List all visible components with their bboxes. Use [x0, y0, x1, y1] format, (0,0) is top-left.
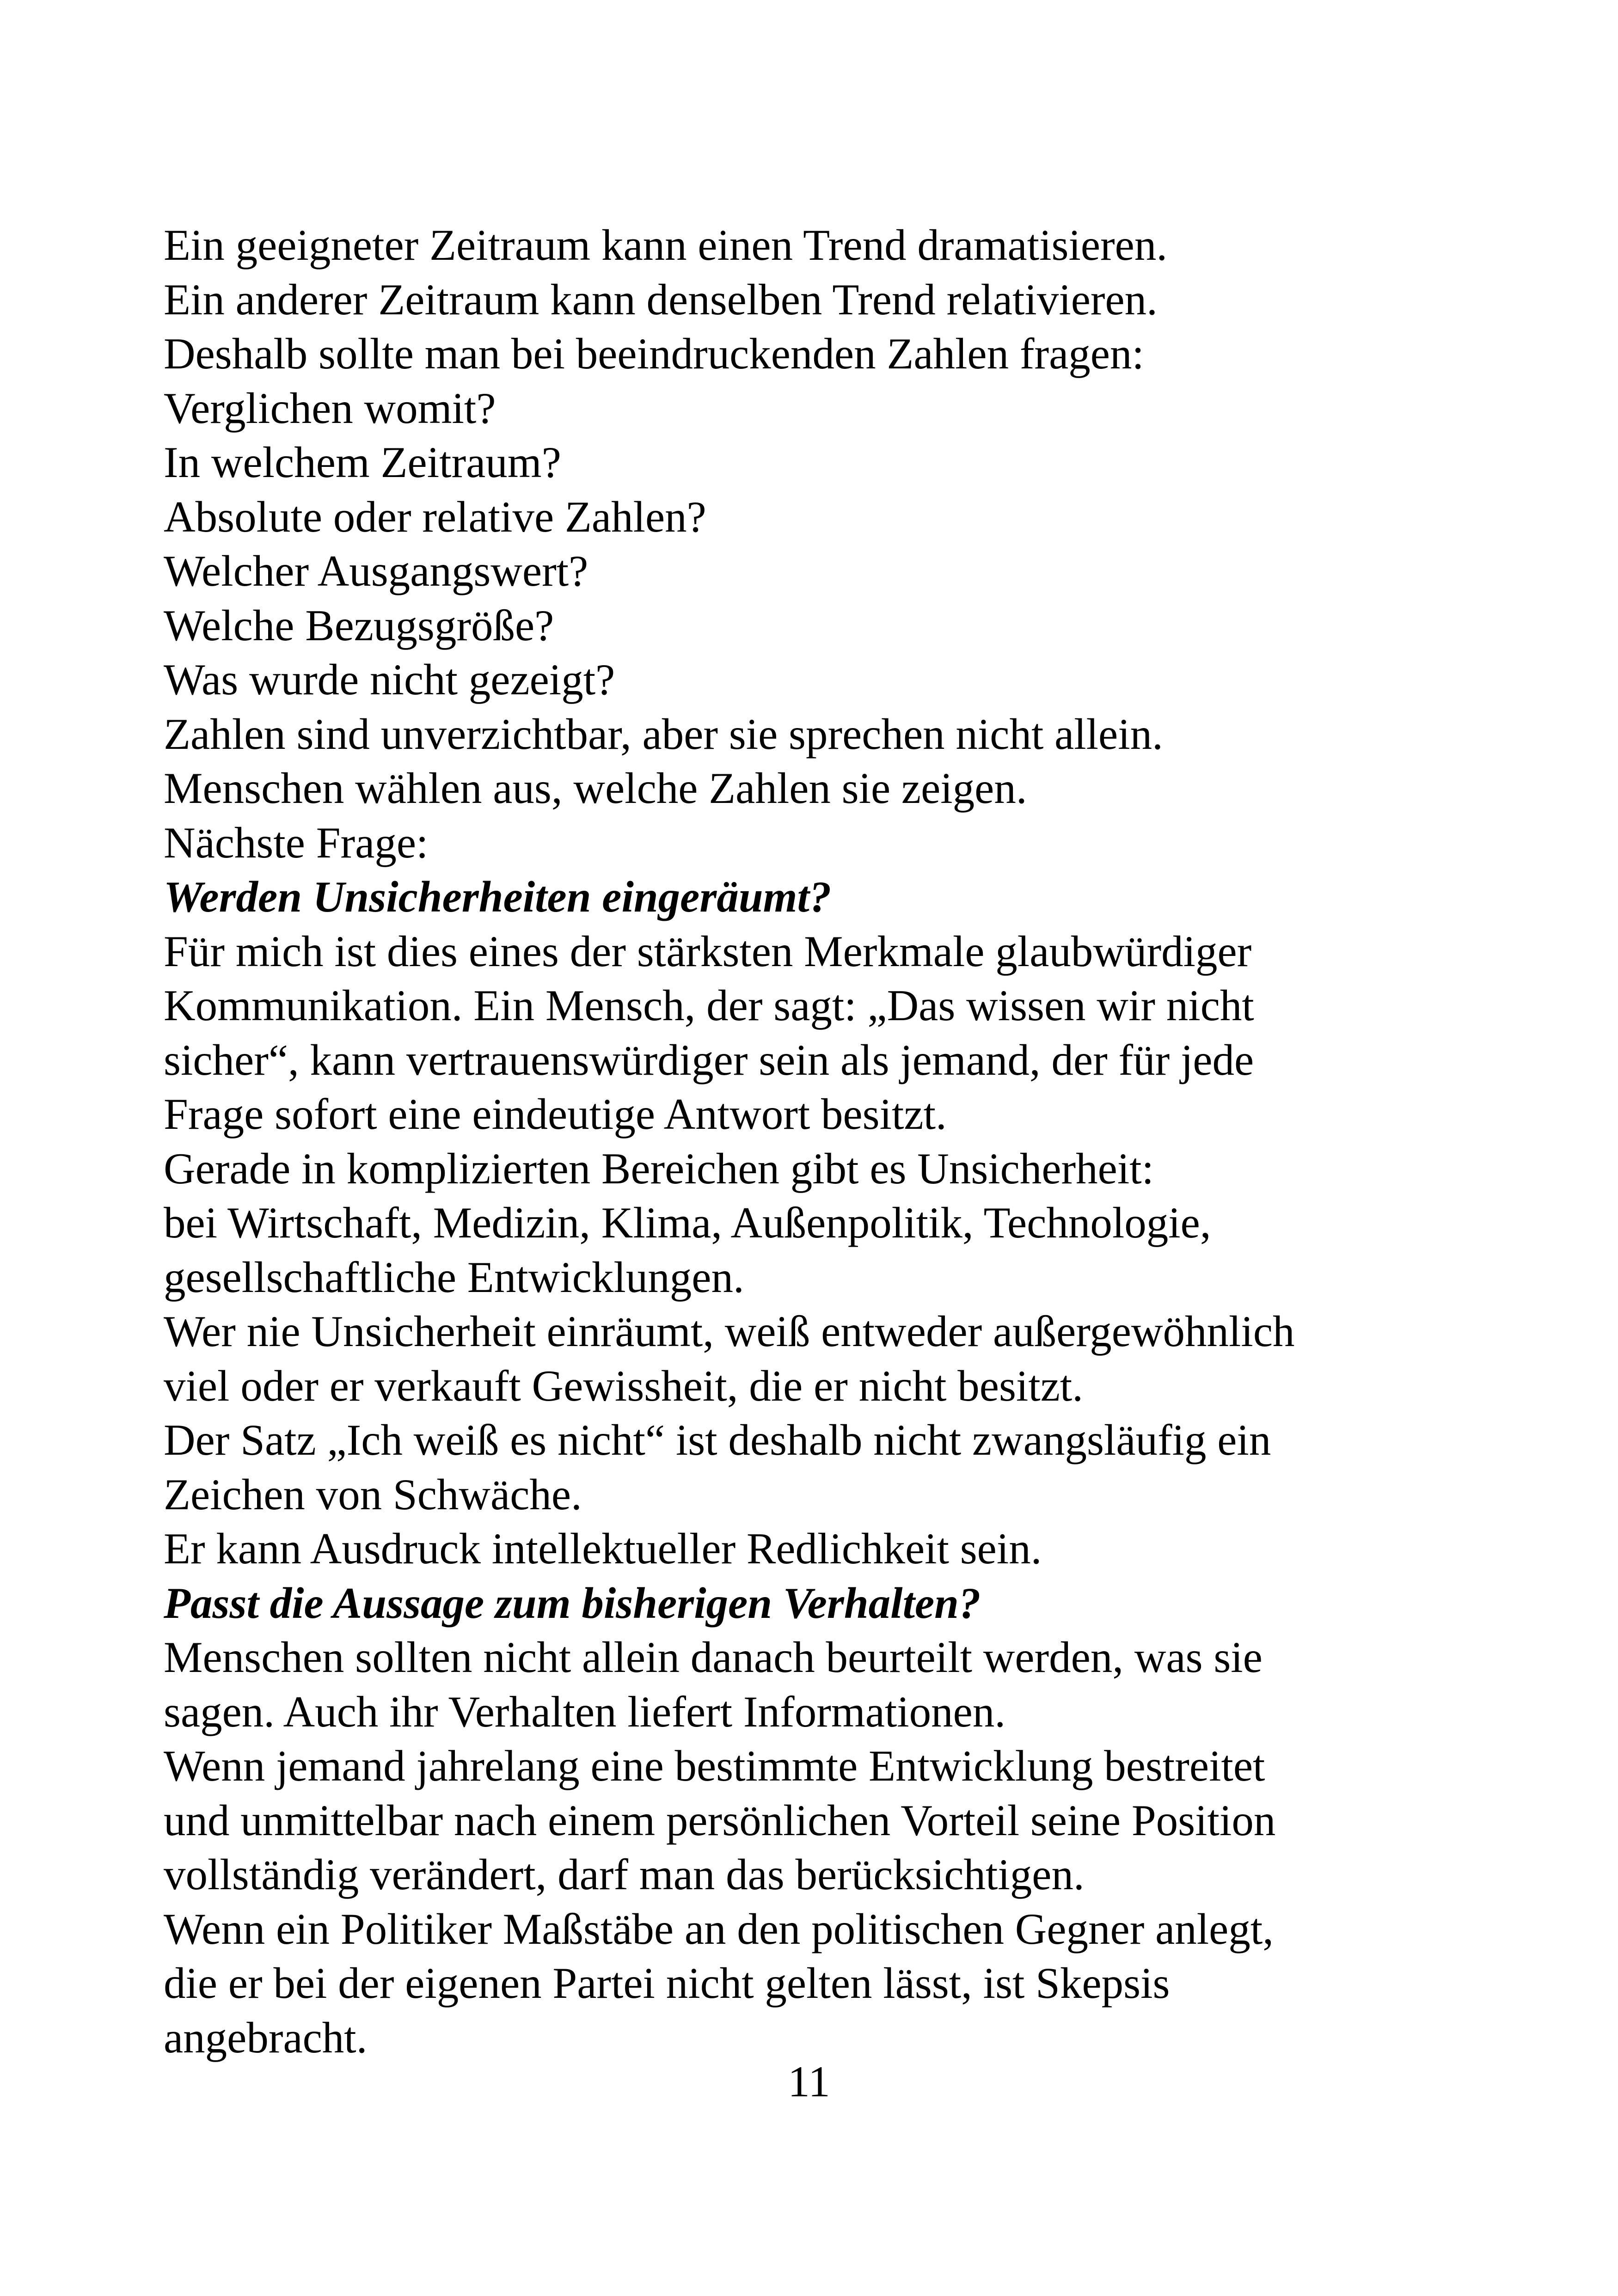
section-heading: Passt die Aussage zum bisherigen Verhalten?	[164, 1578, 981, 1628]
text-line: Für mich ist dies eines der stärksten Merkmale glaubwürdiger	[164, 926, 1252, 976]
text-line: Menschen wählen aus, welche Zahlen sie zeigen.	[164, 764, 1027, 813]
text-line: Wenn ein Politiker Maßstäbe an den politischen Gegner anlegt,	[164, 1904, 1274, 1953]
text-line: Wenn jemand jahrelang eine bestimmte Entwicklung bestreitet	[164, 1741, 1265, 1790]
text-line: Wer nie Unsicherheit einräumt, weiß entweder außergewöhnlich	[164, 1307, 1295, 1356]
text-line: sicher“, kann vertrauenswürdiger sein als jemand, der für jede	[164, 1035, 1254, 1084]
text-line: Er kann Ausdruck intellektueller Redlichkeit sein.	[164, 1524, 1042, 1573]
text-line: Was wurde nicht gezeigt?	[164, 655, 615, 704]
text-line: die er bei der eigenen Partei nicht gelten lässt, ist Skepsis	[164, 1959, 1170, 2008]
section-heading: Werden Unsicherheiten eingeräumt?	[164, 872, 832, 921]
text-line: Menschen sollten nicht allein danach beurteilt werden, was sie	[164, 1633, 1263, 1682]
text-line: Welche Bezugsgröße?	[164, 600, 554, 650]
text-line: Verglichen womit?	[164, 383, 496, 433]
text-line: Deshalb sollte man bei beeindruckenden Zahlen fragen:	[164, 329, 1144, 378]
text-line: Ein geeigneter Zeitraum kann einen Trend dramatisieren.	[164, 220, 1168, 269]
text-line: Ein anderer Zeitraum kann denselben Trend relativieren.	[164, 275, 1158, 324]
body-text	[164, 218, 1551, 2065]
text-line: viel oder er verkauft Gewissheit, die er nicht besitzt.	[164, 1361, 1084, 1410]
page-number: 11	[788, 2057, 830, 2106]
text-line: angebracht.	[164, 2013, 368, 2062]
text-line: In welchem Zeitraum?	[164, 438, 561, 487]
text-line: Zeichen von Schwäche.	[164, 1469, 582, 1519]
text-line: Der Satz „Ich weiß es nicht“ ist deshalb nicht zwangsläufig ein	[164, 1415, 1271, 1464]
text-line: und unmittelbar nach einem persönlichen Vorteil seine Position	[164, 1795, 1276, 1845]
text-line: gesellschaftliche Entwicklungen.	[164, 1252, 744, 1302]
text-line: Gerade in komplizierten Bereichen gibt es Unsicherheit:	[164, 1144, 1154, 1193]
text-line: sagen. Auch ihr Verhalten liefert Informationen.	[164, 1687, 1006, 1736]
text-line: Zahlen sind unverzichtbar, aber sie sprechen nicht allein.	[164, 709, 1163, 759]
text-line: bei Wirtschaft, Medizin, Klima, Außenpolitik, Technologie,	[164, 1198, 1211, 1247]
text-line: Kommunikation. Ein Mensch, der sagt: „Das wissen wir nicht	[164, 981, 1254, 1030]
text-line: Nächste Frage:	[164, 818, 429, 867]
text-line: Absolute oder relative Zahlen?	[164, 492, 706, 541]
text-line: vollständig verändert, darf man das berücksichtigen.	[164, 1850, 1085, 1899]
text-line: Frage sofort eine eindeutige Antwort besitzt.	[164, 1090, 947, 1139]
text-line: Welcher Ausgangswert?	[164, 546, 588, 595]
